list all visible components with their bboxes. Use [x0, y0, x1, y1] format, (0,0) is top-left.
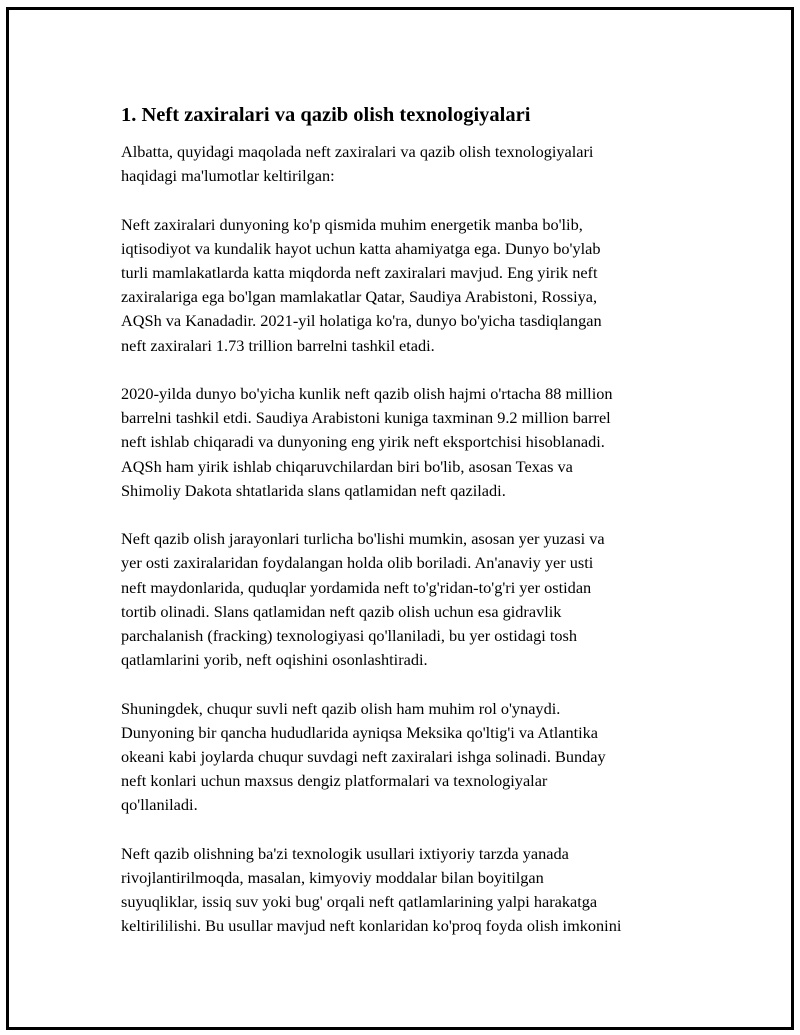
text-line: AQSh va Kanadadir. 2021-yil holatiga ko'ra, dunyo bo'yicha tasdiqlangan — [121, 311, 602, 331]
document-body — [121, 102, 701, 963]
text-line: tortib olinadi. Slans qatlamidan neft qazib olish uchun esa gidravlik — [121, 601, 562, 621]
paragraph-reserves — [121, 213, 701, 358]
paragraph-intro — [121, 140, 701, 188]
text-line: Shimoliy Dakota shtatlarida slans qatlamidan neft qaziladi. — [121, 480, 506, 500]
text-line: iqtisodiyot va kundalik hayot uchun katta ahamiyatga ega. Dunyo bo'ylab — [121, 238, 601, 258]
text-line: yer osti zaxiralaridan foydalangan holda olib boriladi. An'anaviy yer usti — [121, 553, 594, 573]
text-line: neft maydonlarida, quduqlar yordamida neft to'g'ridan-to'g'ri yer ostidan — [121, 577, 592, 597]
paragraph-extraction-methods — [121, 527, 701, 672]
text-line: rivojlantirilmoqda, masalan, kimyoviy moddalar bilan boyitilgan — [121, 868, 544, 888]
text-line: turli mamlakatlarda katta miqdorda neft zaxiralari mavjud. Eng yirik neft — [121, 263, 598, 282]
text-line: AQSh ham yirik ishlab chiqaruvchilardan biri bo'lib, asosan Texas va — [121, 456, 573, 476]
text-line: 2020-yilda dunyo bo'yicha kunlik neft qazib olish hajmi o'rtacha 88 million — [121, 384, 613, 403]
text-line: Neft qazib olishning ba'zi texnologik usullari ixtiyoriy tarzda yanada — [121, 843, 569, 863]
page-border — [6, 7, 794, 1030]
text-line: parchalanish (fracking) texnologiyasi qo'llaniladi, bu yer ostidagi tosh — [121, 626, 577, 646]
text-line: qo'llaniladi. — [121, 795, 198, 815]
text-line: barrelni tashkil etdi. Saudiya Arabistoni kuniga taxminan 9.2 million barrel — [121, 408, 611, 428]
text-line: Neft zaxiralari dunyoning ko'p qismida muhim energetik manba bo'lib, — [121, 214, 583, 234]
text-line: okeani kabi joylarda chuqur suvdagi neft zaxiralari ishga solinadi. Bunday — [121, 747, 606, 767]
text-line: zaxiralariga ega bo'lgan mamlakatlar Qatar, Saudiya Arabistoni, Rossiya, — [121, 287, 598, 307]
text-line: qatlamlarini yorib, neft oqishini osonlashtiradi. — [121, 650, 428, 670]
text-line: neft zaxiralari 1.73 trillion barrelni tashkil etadi. — [121, 335, 435, 355]
text-line: suyuqliklar, issiq suv yoki bug' orqali neft qatlamlarining yalpi harakatga — [121, 892, 598, 912]
text-line: Albatta, quyidagi maqolada neft zaxiralari va qazib olish texnologiyalari — [121, 142, 594, 161]
text-line: neft ishlab chiqaradi va dunyoning eng yirik neft eksportchisi hisoblanadi. — [121, 432, 605, 452]
paragraph-production — [121, 382, 701, 503]
text-line: neft konlari uchun maxsus dengiz platformalari va texnologiyalar — [121, 771, 548, 791]
text-line: haqidagi ma'lumotlar keltirilgan: — [121, 166, 335, 186]
section-heading: 1. Neft zaxiralari va qazib olish texnologiyalari — [121, 104, 531, 126]
text-line: Neft qazib olish jarayonlari turlicha bo'lishi mumkin, asosan yer yuzasi va — [121, 529, 605, 549]
text-line: keltirililishi. Bu usullar mavjud neft konlaridan ko'proq foyda olish imkonini — [121, 916, 622, 936]
text-line: Shuningdek, chuqur suvli neft qazib olish ham muhim rol o'ynaydi. — [121, 698, 561, 718]
text-line: Dunyoning bir qancha hududlarida ayniqsa Meksika qo'ltig'i va Atlantika — [121, 722, 599, 742]
paragraph-deepwater — [121, 697, 701, 818]
paragraph-enhanced-recovery — [121, 842, 701, 939]
